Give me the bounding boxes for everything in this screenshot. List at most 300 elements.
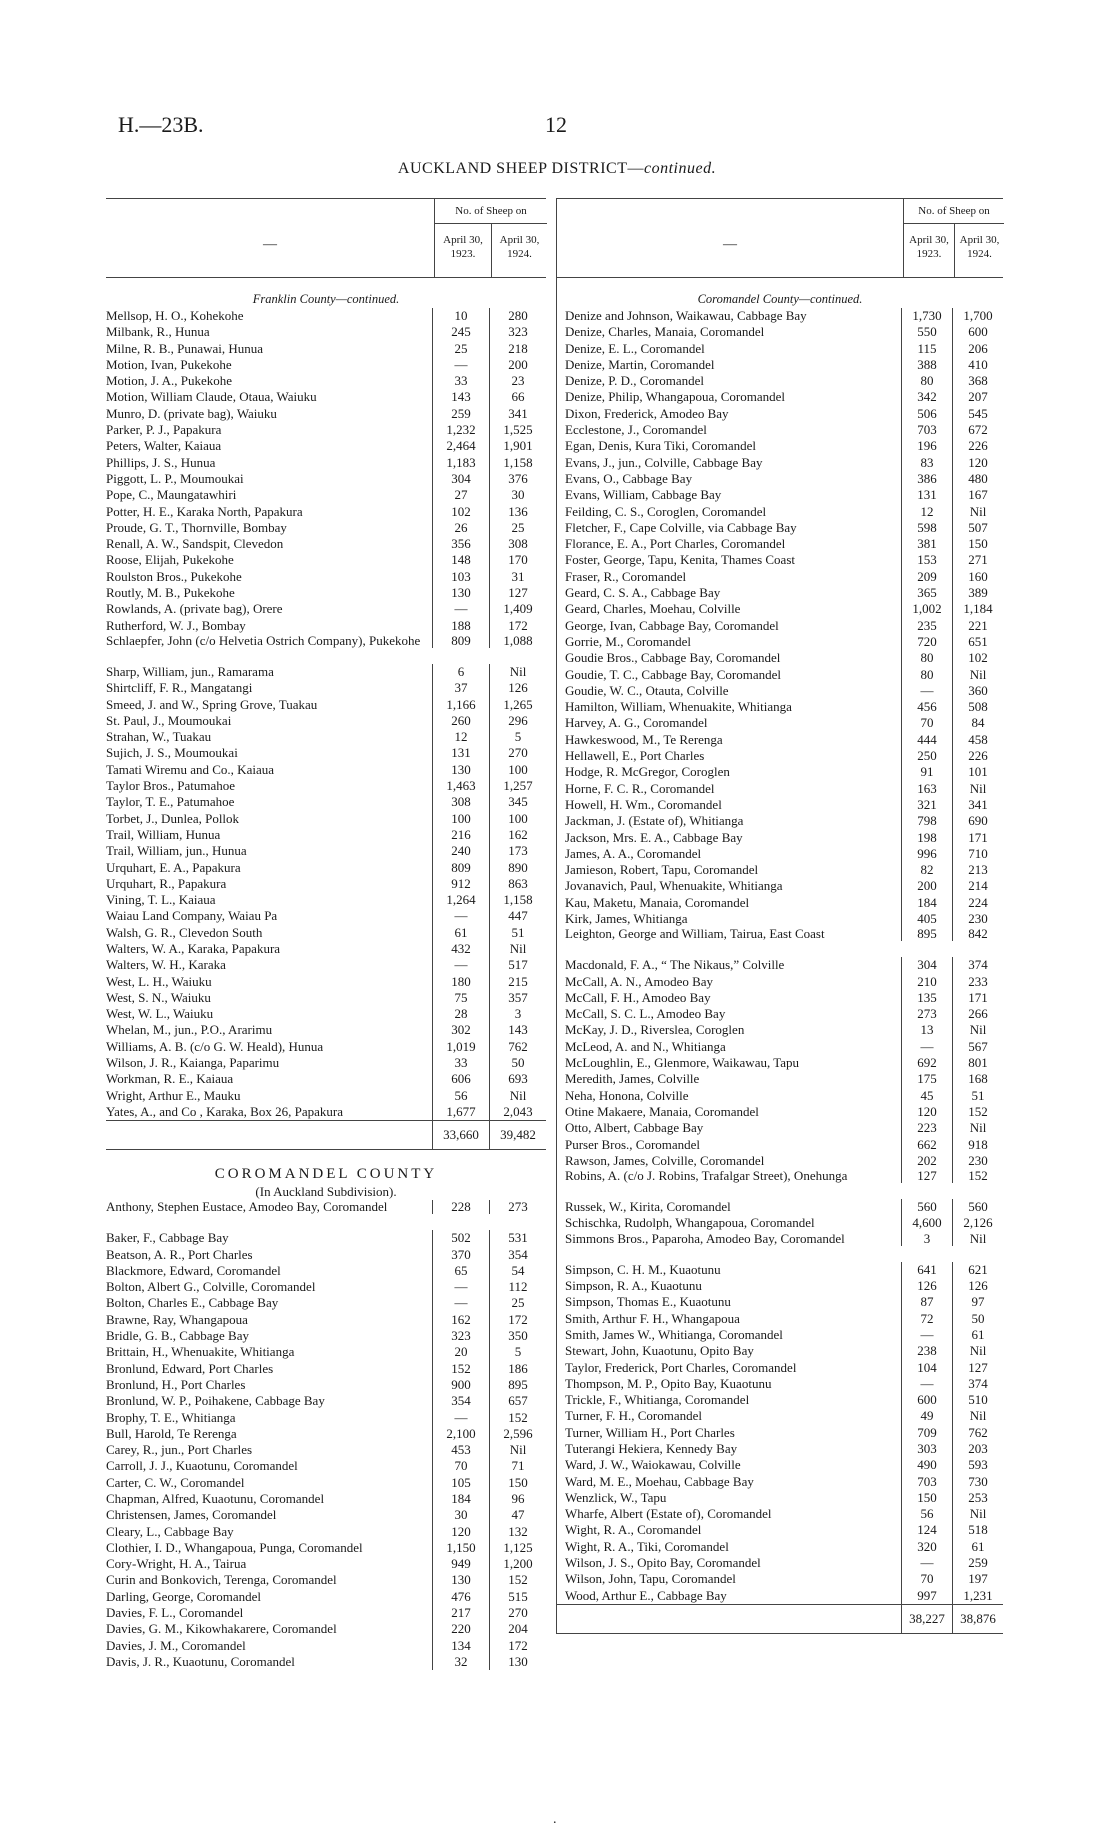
sheep-1923: 126 [901,1278,952,1294]
owner-name: Mellsop, H. O., Kohekohe [106,308,244,323]
sheep-1923: 80 [901,650,952,666]
owner-name: Vining, T. L., Kaiaua [106,892,216,908]
table-row [106,1393,546,1409]
sheep-1923: 200 [901,878,952,894]
owner-name: Torbet, J., Dunlea, Pollok [106,810,240,826]
table-row [557,634,1003,650]
table-row [557,1522,1003,1538]
sheep-1923: 61 [432,925,489,941]
sheep-1923: 996 [901,846,952,862]
sheep-1923: 342 [901,389,952,405]
table-row [557,667,1003,683]
sheep-1924: 214 [952,878,1003,894]
total-row [106,1120,546,1150]
table-row [106,1344,546,1360]
sheep-1923: 506 [901,406,952,422]
owner-name: Cory-Wright, H. A., Tairua [106,1556,247,1572]
sheep-1923: 912 [432,876,489,892]
sheep-1924: 3 [489,1006,546,1022]
sheep-1923: 210 [901,974,952,990]
owner-name: Workman, R. E., Kaiaua [106,1071,234,1087]
sheep-1923: 388 [901,357,952,373]
sheep-1923: 703 [901,1474,952,1490]
owner-name: Darling, George, Coromandel [106,1588,261,1604]
table-row [557,1343,1003,1359]
table-row [106,680,546,696]
sheep-1924: 510 [952,1392,1003,1408]
table-row [557,797,1003,813]
table-row [557,1441,1003,1457]
owner-name: Jackman, J. (Estate of), Whitianga [565,813,744,829]
table-row [557,520,1003,536]
owner-name: Tamati Wiremu and Co., Kaiaua [106,761,274,777]
sheep-1923: 320 [901,1539,952,1555]
owner-name: Proude, G. T., Thornville, Bombay [106,519,287,535]
owner-name: Stewart, John, Kuaotunu, Opito Bay [565,1343,754,1359]
sheep-1923: 502 [432,1230,489,1246]
owner-name: Denize, P. D., Coromandel [565,373,705,389]
sheep-1923: 235 [901,618,952,634]
table-row [557,1199,1003,1215]
owner-name: Davis, J. R., Kuaotunu, Coromandel [106,1653,295,1669]
sheep-1924: 259 [952,1555,1003,1571]
sheep-1924: 593 [952,1457,1003,1473]
table-row [106,990,546,1006]
table-row [106,1491,546,1507]
table-row [106,422,546,438]
sheep-1923: 70 [432,1458,489,1474]
sheep-1923: 188 [432,618,489,634]
sheep-1924: 690 [952,813,1003,829]
sheep-1923: 798 [901,813,952,829]
owner-name: Denize, Charles, Manaia, Coromandel [565,324,765,340]
owner-name: Brophy, T. E., Whitianga [106,1409,236,1425]
table-row [557,1311,1003,1327]
table-row [557,552,1003,568]
sheep-1923: 175 [901,1071,952,1087]
sheep-1923: 4,600 [901,1215,952,1231]
table-row [557,1506,1003,1522]
owner-name: McCall, F. H., Amodeo Bay [565,989,711,1005]
table-row [557,732,1003,748]
table-row [557,389,1003,405]
table-row [106,1104,546,1120]
table-row [106,1312,546,1328]
table-row [106,1572,546,1588]
sheep-1924: 273 [489,1200,546,1214]
table-row [557,536,1003,552]
table-row [106,552,546,568]
owner-name: Smith, James W., Whitianga, Coromandel [565,1326,783,1342]
sheep-1923: 153 [901,552,952,568]
sheep-1923: 600 [901,1392,952,1408]
sheep-1923: 238 [901,1343,952,1359]
sheep-1924: 270 [489,1605,546,1621]
owner-name: Kirk, James, Whitianga [565,910,688,926]
owner-name: Shirtcliff, F. R., Mangatangi [106,680,253,696]
table-row [106,455,546,471]
header-dash: — [723,237,737,252]
sheep-1924: 130 [489,1654,546,1670]
sheep-1924: 162 [489,827,546,843]
owner-name: McLoughlin, E., Glenmore, Waikawau, Tapu [565,1055,800,1071]
sheep-1923: 134 [432,1638,489,1654]
owner-name: Clothier, I. D., Whangapoua, Punga, Coromandel [106,1539,363,1555]
table-row [106,892,546,908]
sheep-1924: 31 [489,569,546,585]
total-1924: 39,482 [489,1121,546,1149]
table-row [106,811,546,827]
table-row [557,1055,1003,1071]
sheep-1924: 101 [952,764,1003,780]
owner-name: Sharp, William, jun., Ramarama [106,663,274,679]
sheep-1924: 1,125 [489,1540,546,1556]
sheep-1924: Nil [952,1408,1003,1424]
sheep-1924: 226 [952,748,1003,764]
sheep-1923: — [432,1410,489,1426]
sheep-1923: 65 [432,1263,489,1279]
sheep-1924: 226 [952,438,1003,454]
sheep-1924: 97 [952,1294,1003,1310]
owner-name: Bolton, Charles E., Cabbage Bay [106,1295,279,1311]
sheep-1923: 102 [432,504,489,520]
sheep-1924: 47 [489,1507,546,1523]
table-row [106,1410,546,1426]
sheep-1924: 51 [489,925,546,941]
table-row [106,778,546,794]
owner-name: Geard, Charles, Moehau, Colville [565,601,741,617]
sheep-1924: 206 [952,341,1003,357]
sheep-1923: 91 [901,764,952,780]
table-row [557,895,1003,911]
sheep-1924: 143 [489,1022,546,1038]
owner-name: McLeod, A. and N., Whitianga [565,1038,726,1054]
sheep-1923: 245 [432,324,489,340]
owner-name: Hellawell, E., Port Charles [565,748,705,764]
sheep-1924: 5 [489,1344,546,1360]
owner-name: Simpson, R. A., Kuaotunu [565,1278,702,1294]
table-row [106,504,546,520]
sheep-1924: 221 [952,618,1003,634]
sheep-1924: 126 [952,1278,1003,1294]
table-row [557,781,1003,797]
table-row [557,1153,1003,1169]
sheep-1923: 49 [901,1408,952,1424]
table-row [106,697,546,713]
owner-name: Wenzlick, W., Tapu [565,1489,667,1505]
owner-name: James, A. A., Coromandel [565,845,702,861]
owner-name: Russek, W., Kirita, Coromandel [565,1199,731,1215]
sheep-1924: 895 [489,1377,546,1393]
sheep-1924: 152 [952,1169,1003,1183]
table-row [106,357,546,373]
table-row [106,1328,546,1344]
table-row [557,341,1003,357]
sheep-1923: 560 [901,1199,952,1215]
table-row [557,1376,1003,1392]
sheep-1924: 224 [952,895,1003,911]
owner-name: Wight, R. A., Tiki, Coromandel [565,1538,729,1554]
table-row [557,699,1003,715]
owner-name: Evans, William, Cabbage Bay [565,487,722,503]
sheep-1923: 997 [901,1588,952,1604]
table-row [106,941,546,957]
table-row [557,1457,1003,1473]
table-row [106,1071,546,1087]
owner-name: Waiau Land Company, Waiau Pa [106,908,278,924]
left-table-header [106,198,546,278]
sheep-1924: 132 [489,1524,546,1540]
sheep-1923: 70 [901,715,952,731]
owner-name: Christensen, James, Coromandel [106,1507,277,1523]
sheep-1923: 45 [901,1088,952,1104]
sheep-1923: 405 [901,911,952,927]
owner-name: Munro, D. (private bag), Waiuku [106,405,277,421]
sheep-1923: 444 [901,732,952,748]
sheep-1924: 61 [952,1539,1003,1555]
owner-name: Evans, J., jun., Colville, Cabbage Bay [565,454,763,470]
sheep-1923: 381 [901,536,952,552]
table-row [106,569,546,585]
owner-name: McCall, S. C. L., Amodeo Bay [565,1006,726,1022]
group-title: No. of Sheep on [435,199,547,224]
sheep-1923: 12 [432,729,489,745]
sheep-1924: 25 [489,520,546,536]
table-row [557,813,1003,829]
sheep-1923: 1,463 [432,778,489,794]
owner-name: Motion, Ivan, Pukekohe [106,356,232,372]
sheep-1923: — [432,601,489,617]
sheep-1924: 167 [952,487,1003,503]
sheep-1923: 365 [901,585,952,601]
sheep-1924: 657 [489,1393,546,1409]
table-row [557,830,1003,846]
sheep-1923: 1,183 [432,455,489,471]
sheep-1924: 100 [489,762,546,778]
total-row [557,1604,1003,1634]
sheep-1923: 900 [432,1377,489,1393]
sheep-1924: 152 [489,1572,546,1588]
table-row [106,536,546,552]
sheep-count-group [434,199,547,277]
sheep-1923: 220 [432,1621,489,1637]
table-row [106,1589,546,1605]
sheep-1924: 1,257 [489,778,546,794]
table-row [106,1200,546,1230]
sheep-1924: 458 [952,732,1003,748]
owner-name: Wright, Arthur E., Mauku [106,1087,241,1103]
table-row [557,1104,1003,1120]
sheep-1924: 1,158 [489,455,546,471]
sheep-1924: 172 [489,1638,546,1654]
sheep-1923: 216 [432,827,489,843]
sheep-1924: 518 [952,1522,1003,1538]
sheep-1923: 354 [432,1393,489,1409]
owner-name: Ward, J. W., Waiokawau, Colville [565,1457,741,1473]
owner-name: Carey, R., jun., Port Charles [106,1442,253,1458]
sheep-1923: 130 [432,762,489,778]
owner-name: Trickle, F., Whitianga, Coromandel [565,1392,750,1408]
sheep-1924: 23 [489,373,546,389]
table-row [557,1360,1003,1376]
sheep-1923: 386 [901,471,952,487]
owner-name: Feilding, C. S., Coroglen, Coromandel [565,503,767,519]
table-row [557,990,1003,1006]
sheep-1923: 453 [432,1442,489,1458]
table-row [106,471,546,487]
sheep-1923: 308 [432,794,489,810]
sheep-1924: 1,409 [489,601,546,617]
table-row [106,1006,546,1022]
sheep-1924: 96 [489,1491,546,1507]
sheep-1923: 124 [901,1522,952,1538]
sheep-1924: 1,088 [489,634,546,648]
sheep-1924: 368 [952,373,1003,389]
left-table-body [106,290,546,1670]
sheep-1924: 127 [952,1360,1003,1376]
sheep-1923: 321 [901,797,952,813]
table-row [557,618,1003,634]
sheep-1924: 50 [952,1311,1003,1327]
sheep-1923: 259 [432,406,489,422]
table-row [557,1425,1003,1441]
sheep-1924: 203 [952,1441,1003,1457]
table-row [106,1475,546,1491]
table-row [557,1262,1003,1278]
table-row [106,1442,546,1458]
table-row [557,846,1003,862]
sheep-1924: Nil [952,781,1003,797]
sheep-1924: Nil [952,1232,1003,1246]
owner-name: Simpson, C. H. M., Kuaotunu [565,1261,721,1277]
page-title: AUCKLAND SHEEP DISTRICT—continued. [397,160,717,177]
sheep-1924: 168 [952,1071,1003,1087]
sheep-1923: 115 [901,341,952,357]
sheep-1923: 80 [901,373,952,389]
sheep-1924: 308 [489,536,546,552]
sheep-1923: 1,019 [432,1039,489,1055]
sheep-1923: 1,232 [432,422,489,438]
table-row [106,1556,546,1572]
table-row [106,908,546,924]
sheep-1923: 13 [901,1022,952,1038]
table-row [557,1474,1003,1490]
sheep-1923: 80 [901,667,952,683]
sheep-count-group [903,199,1004,277]
sheep-1923: 56 [901,1506,952,1522]
owner-name: Howell, H. Wm., Coromandel [565,796,722,812]
owner-name: Kau, Maketu, Manaia, Coromandel [565,894,750,910]
sheep-1923: 130 [432,585,489,601]
sheep-1923: 606 [432,1071,489,1087]
sheep-1924: 621 [952,1262,1003,1278]
sheep-1923: 323 [432,1328,489,1344]
section-heading: Franklin County—continued. [252,292,400,306]
table-row [106,601,546,617]
sheep-1923: 202 [901,1153,952,1169]
table-row [557,862,1003,878]
sheep-1923: 20 [432,1344,489,1360]
owner-name: Carroll, J. J., Kuaotunu, Coromandel [106,1458,298,1474]
sheep-1923: 550 [901,324,952,340]
sheep-1924: 2,043 [489,1104,546,1120]
sheep-1924: 186 [489,1361,546,1377]
table-row [106,664,546,680]
sheep-1923: 302 [432,1022,489,1038]
sheep-1923: 196 [901,438,952,454]
sheep-1923: 33 [432,373,489,389]
owner-name: McKay, J. D., Riverslea, Coroglen [565,1022,745,1038]
sheep-1923: 2,100 [432,1426,489,1442]
owner-name: Milne, R. B., Punawai, Hunua [106,340,264,356]
owner-name: Urquhart, R., Papakura [106,875,227,891]
sheep-1923: 103 [432,569,489,585]
owner-name: Egan, Denis, Kura Tiki, Coromandel [565,438,757,454]
sheep-1923: 127 [901,1169,952,1183]
sheep-1923: 163 [901,781,952,797]
sheep-1924: 447 [489,908,546,924]
table-row [557,1088,1003,1104]
table-row [106,1377,546,1393]
owner-name: Brawne, Ray, Whangapoua [106,1311,248,1327]
owner-name: Phillips, J. S., Hunua [106,454,216,470]
owner-name: Parker, P. J., Papakura [106,422,222,438]
sheep-1923: 131 [432,745,489,761]
sheep-1924: 693 [489,1071,546,1087]
sheep-1924: 1,200 [489,1556,546,1572]
sheep-1923: 240 [432,843,489,859]
owner-name: Schlaepfer, John (c/o Helvetia Ostrich Company), Pukekohe [106,633,421,648]
sheep-1923: 217 [432,1605,489,1621]
owner-name: Ward, M. E., Moehau, Cabbage Bay [565,1473,754,1489]
sheep-1924: 173 [489,843,546,859]
sheep-1924: 170 [489,552,546,568]
owner-name: Denize, E. L., Coromandel [565,340,705,356]
sheep-1924: 271 [952,552,1003,568]
sheep-1924: Nil [952,1506,1003,1522]
owner-name: Walsh, G. R., Clevedon South [106,924,263,940]
table-row [106,373,546,389]
table-row [557,324,1003,340]
sheep-1923: — [432,1279,489,1295]
sheep-1924: 323 [489,324,546,340]
table-row [106,1426,546,1442]
table-row [106,1039,546,1055]
sheep-1923: 809 [432,860,489,876]
sheep-1923: 228 [432,1200,489,1214]
sheep-1924: 918 [952,1137,1003,1153]
table-row [106,1654,546,1670]
sheep-1923: 37 [432,680,489,696]
sheep-1923: 209 [901,569,952,585]
owner-name: Robins, A. (c/o J. Robins, Trafalgar Street), Onehunga [565,1169,848,1184]
sheep-1924: 5 [489,729,546,745]
table-row [106,827,546,843]
sheep-1924: 51 [952,1088,1003,1104]
owner-name: Denize, Martin, Coromandel [565,356,715,372]
owner-name: Evans, O., Cabbage Bay [565,470,693,486]
col-1923: April 30, 1923. [909,234,949,260]
sheep-1923: 476 [432,1589,489,1605]
table-row [106,729,546,745]
sheep-1923: 949 [432,1556,489,1572]
sheep-1923: 895 [901,927,952,941]
sheep-1924: 357 [489,990,546,1006]
sheep-1924: Nil [952,667,1003,683]
sheep-1923: 120 [901,1104,952,1120]
sheep-1923: 641 [901,1262,952,1278]
owner-name: Jamieson, Robert, Tapu, Coromandel [565,862,759,878]
